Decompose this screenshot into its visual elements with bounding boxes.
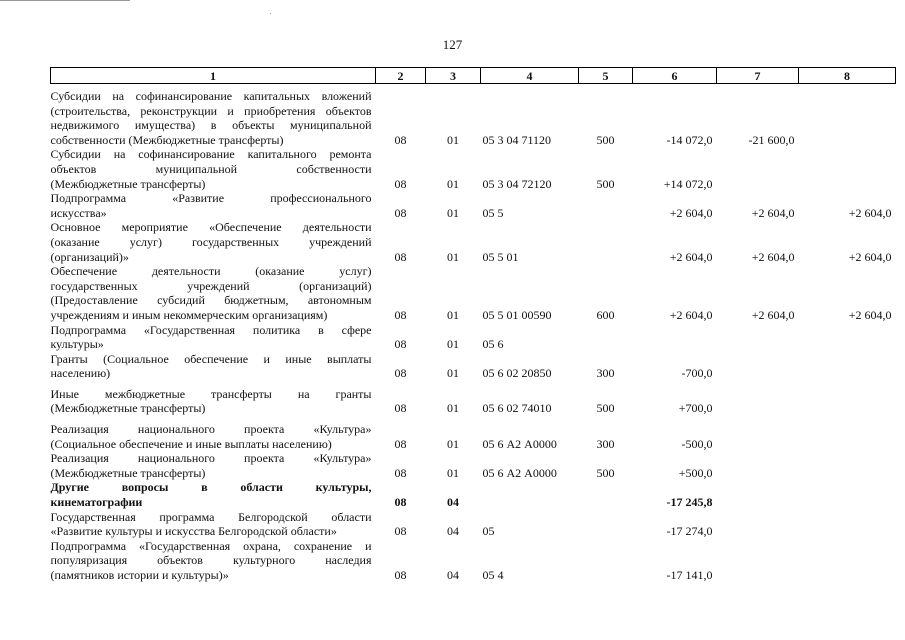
row-name-line: популяризация объектов культурного наследия xyxy=(50,553,372,568)
row-name-line: недвижимого имущества) в объекты муниципальной xyxy=(50,118,372,133)
amount-col-6 xyxy=(633,323,717,352)
section-code: 08 xyxy=(394,465,407,480)
scan-speck xyxy=(270,13,271,14)
row-name-line: Подпрограмма «Государственная политика в сфере xyxy=(50,322,372,337)
amount-col-7 xyxy=(717,510,799,539)
expense-type-code: 300 xyxy=(596,366,615,381)
expense-type-code xyxy=(579,220,633,264)
target-article-code xyxy=(481,480,579,509)
amount-col-8 xyxy=(799,352,896,381)
expense-type-code xyxy=(579,480,633,509)
amount-col-6: +2 604,0 xyxy=(669,307,713,322)
row-name-line: кинематографии xyxy=(50,495,143,510)
expense-type-code: 500 xyxy=(596,176,615,191)
table-row xyxy=(51,480,896,509)
amount-col-7 xyxy=(717,480,799,509)
target-article-code: 05 6 А2 А0000 xyxy=(482,465,557,480)
row-name-line: (Предоставление субсидий бюджетным, автономным xyxy=(50,293,372,308)
header-col-1: 1 xyxy=(51,68,376,84)
table-row xyxy=(51,510,896,539)
amount-col-6: -700,0 xyxy=(681,366,713,381)
amount-col-7 xyxy=(717,323,799,352)
amount-col-8: +2 604,0 xyxy=(848,205,892,220)
subsection-code: 01 xyxy=(447,465,459,480)
row-name-line: (строительства, реконструкции и приобретения объектов xyxy=(50,103,372,118)
row-name-line: учреждениям и иным некоммерческим организациям) xyxy=(50,307,328,322)
row-name-line: Гранты (Социальное обеспечение и иные выплаты xyxy=(50,351,372,366)
header-col-2: 2 xyxy=(376,68,426,84)
amount-col-8 xyxy=(799,84,896,148)
section-code: 08 xyxy=(394,337,407,352)
amount-col-8 xyxy=(799,480,896,509)
header-col-8: 8 xyxy=(799,68,896,84)
row-name-line: (Социальное обеспечение и иные выплаты населению) xyxy=(50,436,332,451)
expense-type-code xyxy=(579,510,633,539)
row-name xyxy=(51,264,376,322)
target-article-code: 05 3 04 72120 xyxy=(482,176,552,191)
expense-type-code: 500 xyxy=(596,132,615,147)
section-code: 08 xyxy=(394,132,407,147)
subsection-code: 04 xyxy=(447,524,459,539)
row-name-line: (Межбюджетные трансферты) xyxy=(50,176,206,191)
table-header xyxy=(51,68,896,84)
amount-col-7 xyxy=(717,539,799,583)
section-code: 08 xyxy=(394,436,407,451)
amount-col-6: +2 604,0 xyxy=(669,205,713,220)
amount-col-6: +500,0 xyxy=(678,465,713,480)
row-name-line: Субсидии на софинансирование капитального ремонта xyxy=(50,147,372,162)
table-row xyxy=(51,323,896,352)
subsection-code: 01 xyxy=(447,337,459,352)
table-row xyxy=(51,416,896,451)
row-name-line: культуры» xyxy=(50,337,104,352)
row-name-line: Основное мероприятие «Обеспечение деятельности xyxy=(50,220,372,235)
page-number: 127 xyxy=(442,37,463,52)
row-name-line: объектов муниципальной собственности xyxy=(50,161,372,176)
subsection-code: 01 xyxy=(447,436,459,451)
section-code: 08 xyxy=(394,176,407,191)
amount-col-6: -17 141,0 xyxy=(666,568,713,582)
table-row xyxy=(51,352,896,381)
header-col-6: 6 xyxy=(633,68,717,84)
target-article-code: 05 xyxy=(482,524,495,539)
amount-col-7 xyxy=(717,416,799,451)
amount-col-6: -14 072,0 xyxy=(666,132,713,147)
amount-col-8 xyxy=(799,510,896,539)
amount-col-6: -17 245,8 xyxy=(666,495,713,510)
row-name-line: (организаций)» xyxy=(50,249,129,264)
subsection-code: 01 xyxy=(447,205,459,220)
amount-col-6: +14 072,0 xyxy=(663,176,713,191)
subsection-code: 01 xyxy=(447,307,459,322)
amount-col-6: +2 604,0 xyxy=(669,249,713,264)
amount-col-8 xyxy=(799,381,896,416)
target-article-code: 05 6 xyxy=(482,337,504,352)
table-row xyxy=(51,220,896,264)
target-article-code: 05 6 02 74010 xyxy=(482,401,552,416)
table-row xyxy=(51,147,896,191)
expense-type-code xyxy=(579,323,633,352)
amount-col-6: -17 274,0 xyxy=(666,524,713,539)
section-code: 08 xyxy=(394,366,407,381)
header-col-7: 7 xyxy=(717,68,799,84)
table-row xyxy=(51,191,896,220)
row-name xyxy=(51,220,376,264)
row-name-line: Подпрограмма «Развитие профессионального xyxy=(50,191,372,206)
subsection-code: 01 xyxy=(447,401,459,416)
expense-type-code: 600 xyxy=(596,307,615,322)
row-name xyxy=(51,451,376,480)
subsection-code: 01 xyxy=(447,366,459,381)
target-article-code: 05 4 xyxy=(482,568,504,582)
expense-type-code xyxy=(579,539,633,583)
row-name xyxy=(51,352,376,381)
section-code: 08 xyxy=(394,249,407,264)
amount-col-7 xyxy=(717,147,799,191)
amount-col-7: +2 604,0 xyxy=(751,307,795,322)
row-name-line: населению) xyxy=(50,366,111,381)
row-name xyxy=(51,323,376,352)
section-code: 08 xyxy=(394,568,407,582)
amount-col-7 xyxy=(717,381,799,416)
scan-edge-mark xyxy=(0,0,130,1)
table-row xyxy=(51,264,896,322)
row-name-line: Государственная программа Белгородской области xyxy=(50,509,372,524)
expense-type-code: 500 xyxy=(596,401,615,416)
expense-type-code: 300 xyxy=(596,436,615,451)
table-row xyxy=(51,451,896,480)
row-name-line: искусства» xyxy=(50,205,107,220)
section-code: 08 xyxy=(394,307,407,322)
row-name-line: Иные межбюджетные трансферты на гранты xyxy=(50,386,372,401)
target-article-code: 05 6 02 20850 xyxy=(482,366,552,381)
header-col-5: 5 xyxy=(579,68,633,84)
amount-col-7: +2 604,0 xyxy=(751,249,795,264)
target-article-code: 05 5 01 xyxy=(482,249,519,264)
subsection-code: 04 xyxy=(447,568,459,582)
header-col-4: 4 xyxy=(481,68,579,84)
table-row xyxy=(51,381,896,416)
amount-col-8 xyxy=(799,416,896,451)
row-name-line: Подпрограмма «Государственная охрана, сохранение и xyxy=(50,538,372,553)
expense-type-code xyxy=(579,191,633,220)
table-row xyxy=(51,539,896,583)
target-article-code: 05 5 01 00590 xyxy=(482,307,552,322)
row-name-line: Реализация национального проекта «Культура» xyxy=(50,451,372,466)
amount-col-8 xyxy=(799,147,896,191)
row-name-line: Обеспечение деятельности (оказание услуг) xyxy=(50,264,372,279)
row-name-line: Субсидии на софинансирование капитальных вложений xyxy=(50,89,372,103)
target-article-code: 05 3 04 71120 xyxy=(482,132,552,147)
amount-col-7: -21 600,0 xyxy=(748,132,795,147)
section-code: 08 xyxy=(394,495,407,510)
amount-col-6: +700,0 xyxy=(678,401,713,416)
target-article-code: 05 6 А2 А0000 xyxy=(482,436,557,451)
target-article-code: 05 5 xyxy=(482,205,504,220)
section-code: 08 xyxy=(394,205,407,220)
subsection-code: 01 xyxy=(447,176,459,191)
amount-col-7: +2 604,0 xyxy=(751,205,795,220)
section-code: 08 xyxy=(394,401,407,416)
row-name-line: «Развитие культуры и искусства Белгородской области» xyxy=(50,524,337,539)
subsection-code: 04 xyxy=(447,495,459,510)
row-name-line: собственности (Межбюджетные трансферты) xyxy=(50,132,284,147)
amount-col-6: -500,0 xyxy=(681,436,713,451)
row-name-line: (Межбюджетные трансферты) xyxy=(50,465,206,480)
subsection-code: 01 xyxy=(447,249,459,264)
amount-col-8 xyxy=(799,323,896,352)
row-name xyxy=(51,539,376,583)
budget-table xyxy=(50,67,896,583)
row-name xyxy=(51,381,376,416)
header-col-3: 3 xyxy=(426,68,481,84)
row-name xyxy=(51,480,376,509)
row-name-line: Реализация национального проекта «Культура» xyxy=(50,422,372,437)
table-body xyxy=(51,84,896,583)
amount-col-8 xyxy=(799,451,896,480)
amount-col-8: +2 604,0 xyxy=(848,307,892,322)
section-code: 08 xyxy=(394,524,407,539)
row-name xyxy=(51,510,376,539)
table-row xyxy=(51,84,896,148)
row-name-line: государственных учреждений (организаций) xyxy=(50,278,372,293)
row-name-line: (оказание услуг) государственных учреждений xyxy=(50,234,372,249)
subsection-code: 01 xyxy=(447,132,459,147)
row-name xyxy=(51,84,376,148)
header-row xyxy=(51,68,896,84)
amount-col-8: +2 604,0 xyxy=(848,249,892,264)
row-name xyxy=(51,147,376,191)
row-name-line: Другие вопросы в области культуры, xyxy=(50,480,372,495)
row-name-line: (Межбюджетные трансферты) xyxy=(50,401,206,416)
row-name xyxy=(51,191,376,220)
amount-col-7 xyxy=(717,352,799,381)
expense-type-code: 500 xyxy=(596,465,615,480)
row-name-line: (памятников истории и культуры)» xyxy=(50,568,229,582)
amount-col-8 xyxy=(799,539,896,583)
row-name xyxy=(51,416,376,451)
amount-col-7 xyxy=(717,451,799,480)
